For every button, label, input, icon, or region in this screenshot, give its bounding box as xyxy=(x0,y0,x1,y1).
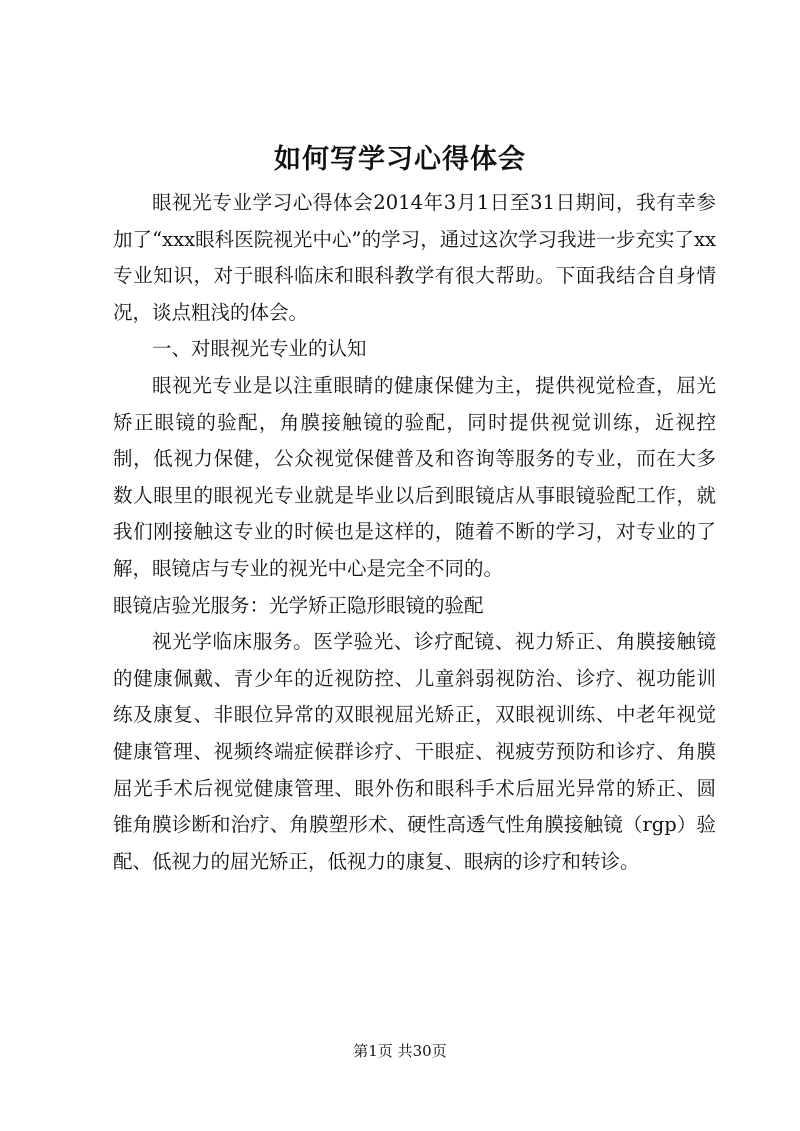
document-title: 如何写学习心得体会 xyxy=(274,144,526,175)
paragraph-optical-shop: 眼镜店验光服务：光学矫正隐形眼镜的验配 xyxy=(113,593,484,617)
paragraph-definition: 眼视光专业是以注重眼睛的健康保健为主，提供视觉检查，屈光矫正眼镜的验配，角膜接触镜的验配，同时提供视觉训练，近视控制，低视力保健，公众视觉保健普及和咨询等服务的专业，而在大多数人眼里的眼视光专业就是毕业以后到眼镜店从事眼镜验配工作，就我们刚接触这专业的时候也是这样的，随着不断的学习，对专业的了解，眼镜店与专业的视光中心是完全不同的。 xyxy=(113,373,716,580)
document-body xyxy=(113,185,716,880)
paragraph-clinical-services: 视光学临床服务。医学验光、诊疗配镜、视力矫正、角膜接触镜的健康佩戴、青少年的近视防控、儿童斜弱视防治、诊疗、视功能训练及康复、非眼位异常的双眼视屈光矫正，双眼视训练、中老年视觉健康管理、视频终端症候群诊疗、干眼症、视疲劳预防和诊疗、角膜屈光手术后视觉健康管理、眼外伤和眼科手术后屈光异常的矫正、圆锥角膜诊断和治疗、角膜塑形术、硬性高透气性角膜接触镜（rgp）验配、低视力的屈光矫正，低视力的康复、眼病的诊疗和转诊。 xyxy=(113,630,716,873)
section-heading: 一、对眼视光专业的认知 xyxy=(152,337,367,361)
page-footer: 第1页 共30页 xyxy=(353,1042,447,1060)
paragraph-intro: 眼视光专业学习心得体会2014年3月1日至31日期间，我有幸参加了“xxx眼科医院视光中心”的学习，通过这次学习我进一步充实了xx专业知识，对于眼科临床和眼科教学有很大帮助。下面我结合自身情况，谈点粗浅的体会。 xyxy=(113,191,716,324)
